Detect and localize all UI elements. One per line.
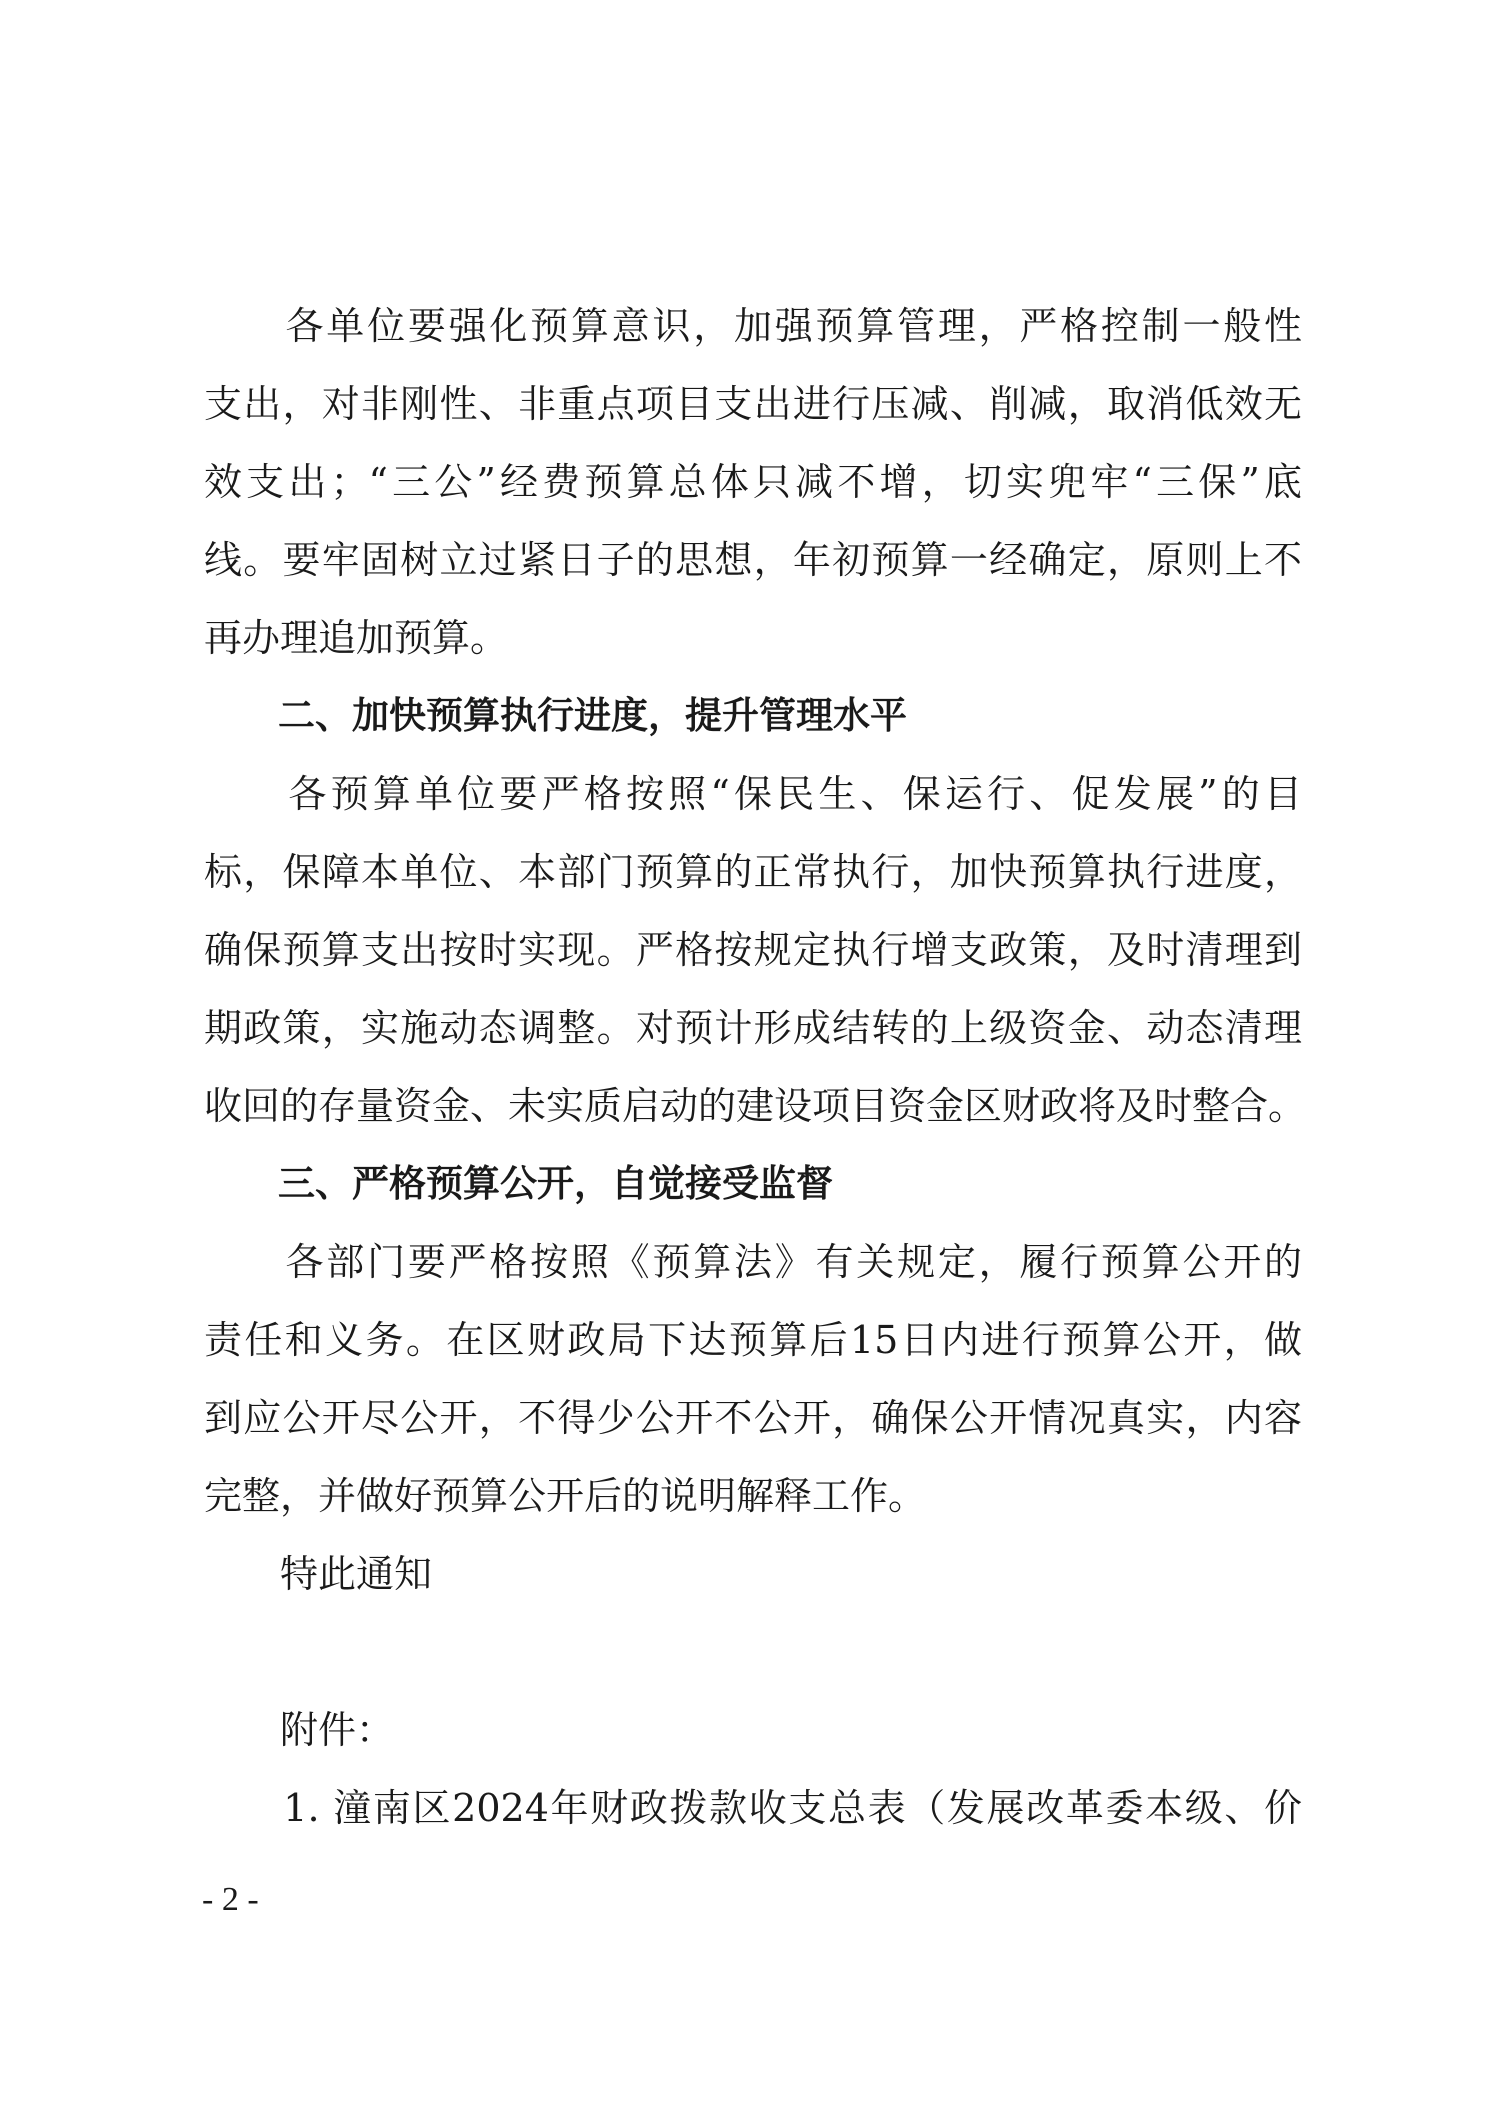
paragraph-line: 收回的存量资金、未实质启动的建设项目资金区财政将及时整合。 <box>204 1084 1307 1128</box>
paragraph-line: 各单位要强化预算意识，加强预算管理，严格控制一般性 <box>204 304 1302 348</box>
paragraph-line: 各部门要严格按照《预算法》有关规定，履行预算公开的 <box>204 1240 1302 1284</box>
paragraph-line: 支出，对非刚性、非重点项目支出进行压减、削减，取消低效无 <box>204 382 1302 426</box>
attachment-item-1: 1. 潼南区2024年财政拨款收支总表（发展改革委本级、价 <box>204 1786 1302 1830</box>
section-heading-3: 三、严格预算公开，自觉接受监督 <box>204 1162 833 1205</box>
paragraph-line: 再办理追加预算。 <box>204 616 509 660</box>
paragraph-line: 完整，并做好预算公开后的说明解释工作。 <box>204 1474 927 1518</box>
paragraph-line: 到应公开尽公开，不得少公开不公开，确保公开情况真实，内容 <box>204 1396 1302 1440</box>
attachments-label: 附件： <box>204 1708 395 1752</box>
page-number: - 2 - <box>202 1881 259 1918</box>
paragraph-line: 期政策，实施动态调整。对预计形成结转的上级资金、动态清理 <box>204 1006 1302 1050</box>
paragraph-line: 标，保障本单位、本部门预算的正常执行，加快预算执行进度， <box>204 850 1302 894</box>
section-heading-2: 二、加快预算执行进度，提升管理水平 <box>204 694 907 737</box>
paragraph-line: 线。要牢固树立过紧日子的思想，年初预算一经确定，原则上不 <box>204 538 1302 582</box>
closing-text: 特此通知 <box>204 1552 433 1596</box>
paragraph-line: 确保预算支出按时实现。严格按规定执行增支政策，及时清理到 <box>204 928 1302 972</box>
paragraph-line: 效支出；“三公”经费预算总体只减不增，切实兜牢“三保”底 <box>204 460 1302 504</box>
paragraph-line: 责任和义务。在区财政局下达预算后15日内进行预算公开，做 <box>204 1318 1302 1362</box>
paragraph-line: 各预算单位要严格按照“保民生、保运行、促发展”的目 <box>204 772 1302 816</box>
